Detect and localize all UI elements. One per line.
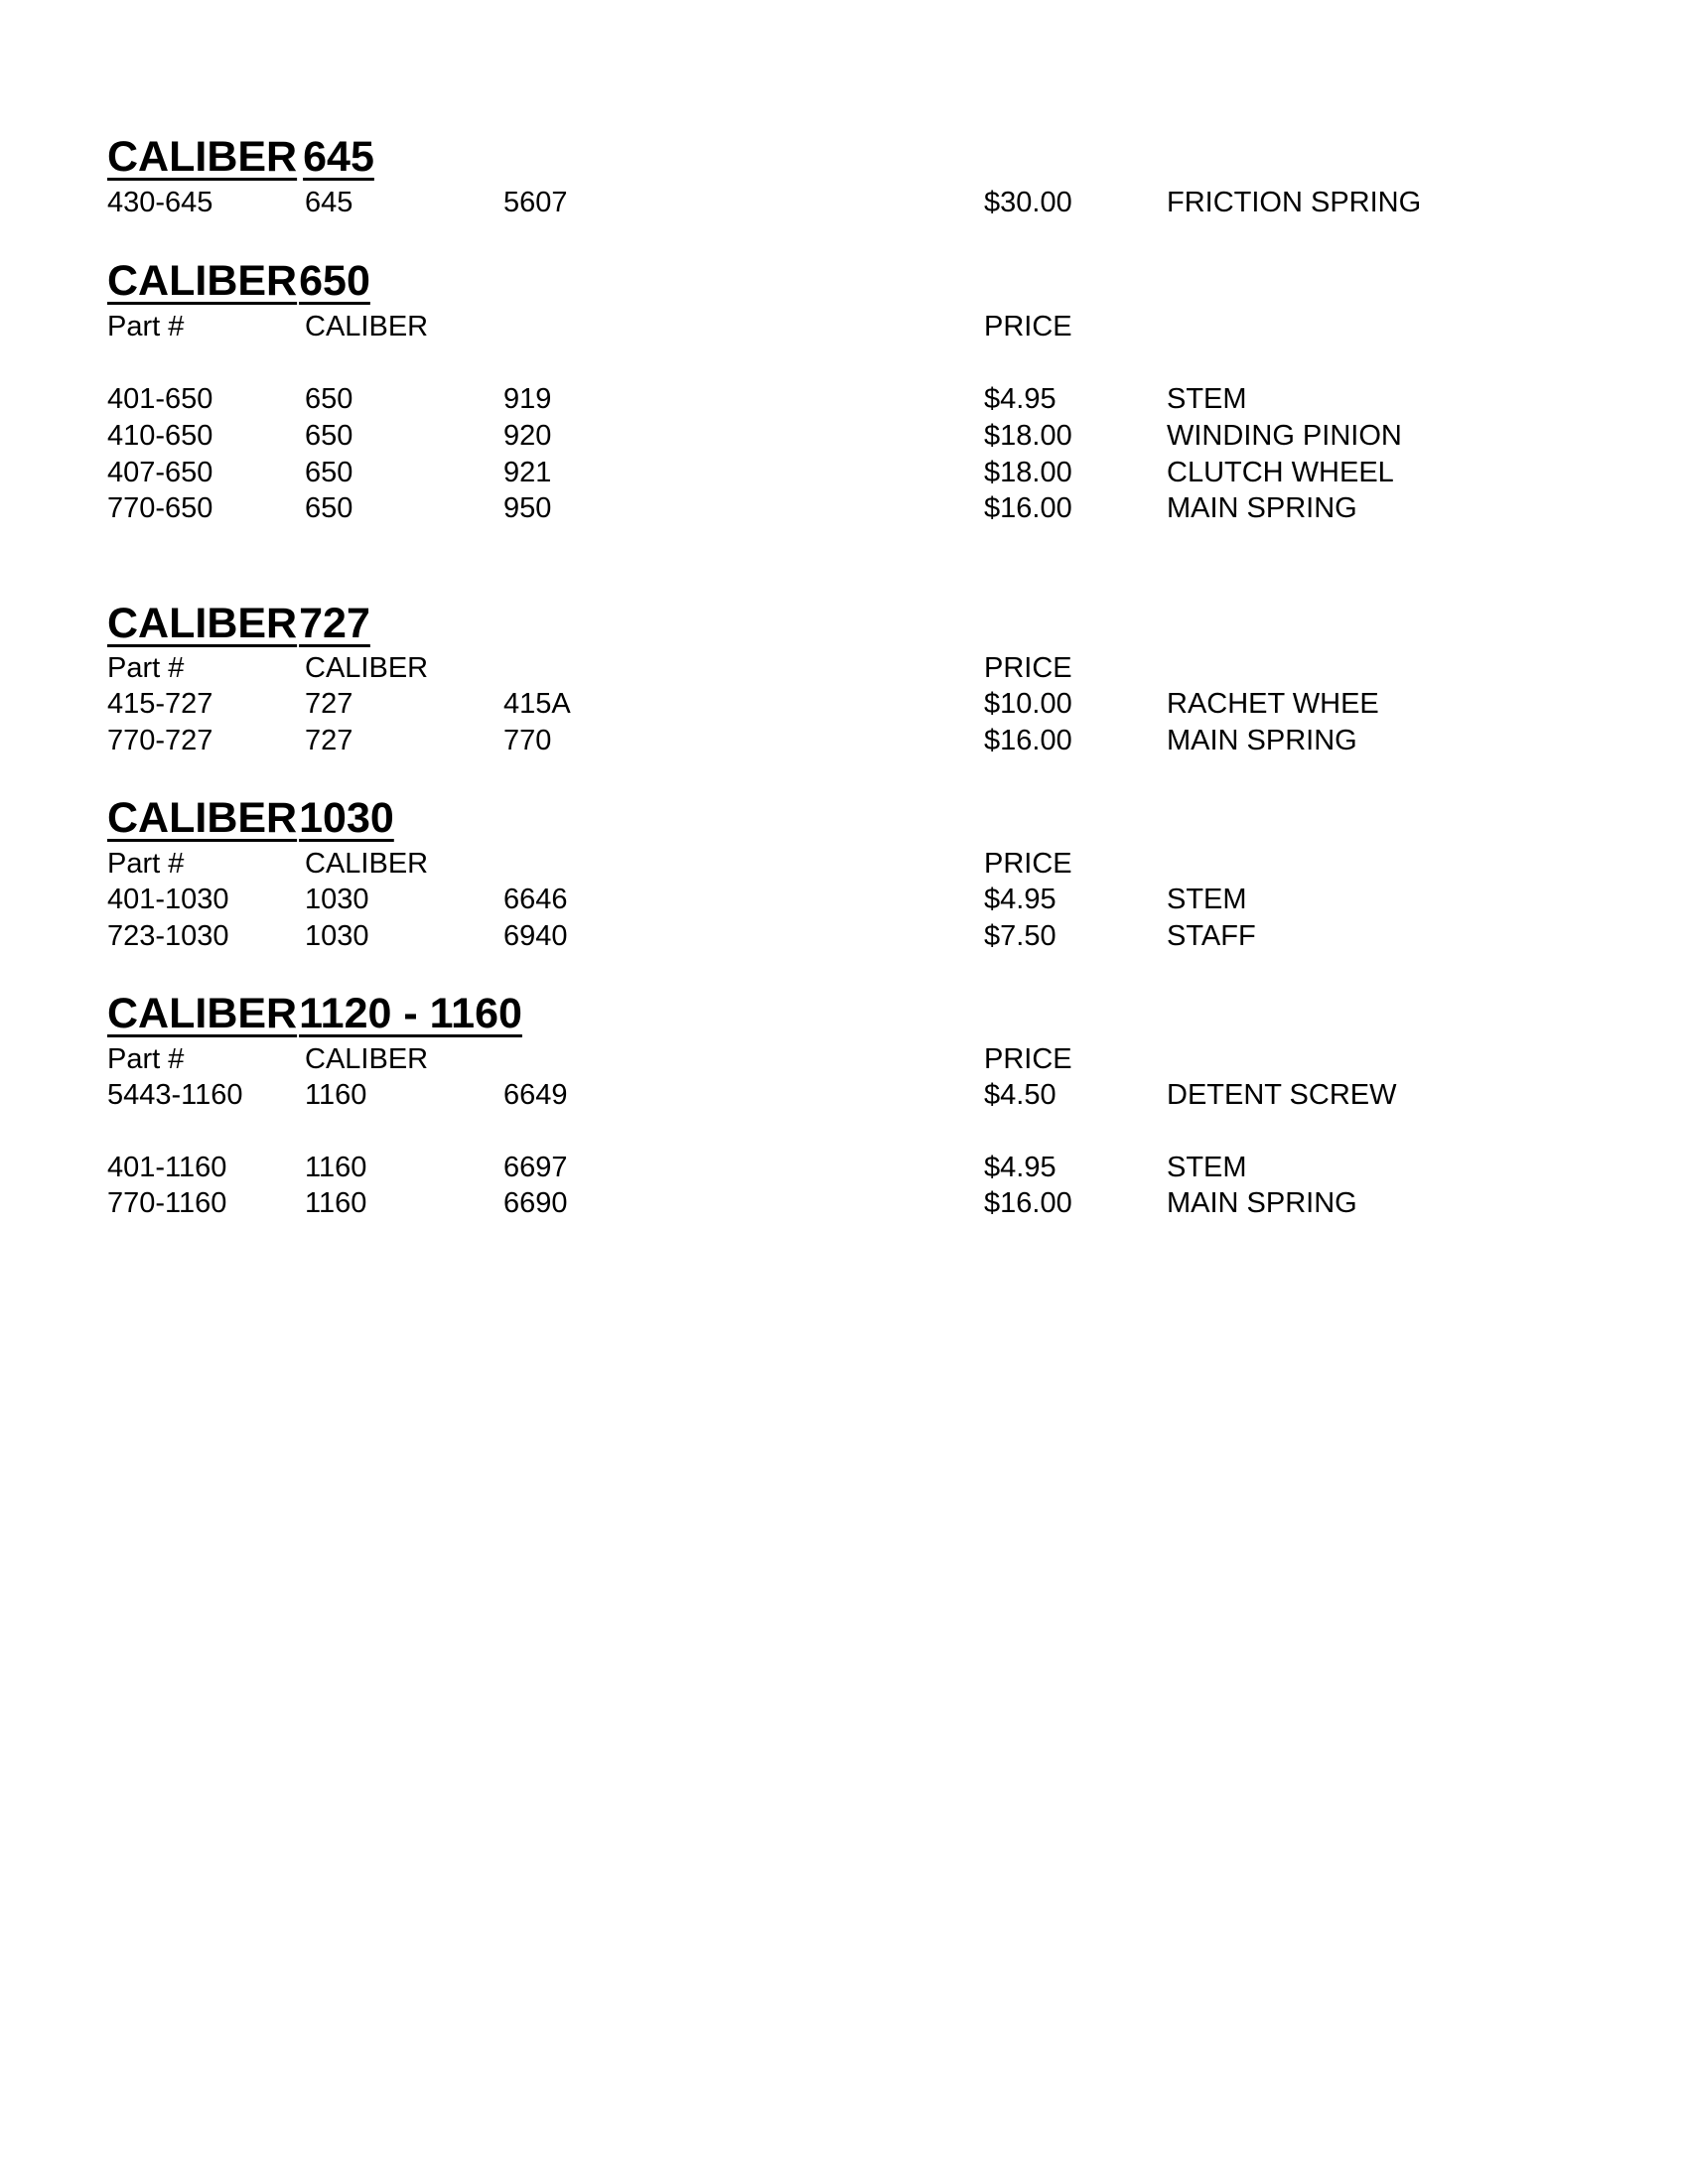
table-row [0,1078,1688,1112]
price-value: $18.00 [984,420,1072,452]
part-number: 770-1160 [107,1187,227,1219]
part-description: CLUTCH WHEEL [1167,457,1394,488]
reference-number: 5607 [503,187,568,218]
table-row [0,186,1688,219]
reference-number: 6940 [503,920,568,952]
header-price: PRICE [984,1043,1072,1075]
reference-number: 415A [503,688,571,720]
heading-word: CALIBER [107,794,298,842]
section-heading-1120-1160 [107,990,522,1037]
caliber-value: 727 [305,725,353,756]
caliber-value: 1160 [305,1187,367,1219]
header-caliber: CALIBER [305,1043,429,1075]
part-number: 723-1030 [107,920,229,952]
heading-word: CALIBER [107,990,298,1037]
price-value: $18.00 [984,457,1072,488]
caliber-value: 645 [305,187,353,218]
price-value: $4.95 [984,884,1056,915]
part-description: STEM [1167,884,1247,915]
part-number: 770-650 [107,492,213,524]
header-price: PRICE [984,848,1072,880]
table-row [0,687,1688,721]
part-description: STAFF [1167,920,1256,952]
table-row [0,919,1688,953]
caliber-value: 1160 [305,1152,367,1183]
heading-word: CALIBER [107,600,298,647]
table-row [0,1186,1688,1220]
header-caliber: CALIBER [305,652,429,684]
header-price: PRICE [984,311,1072,342]
table-row [0,456,1688,489]
header-caliber: CALIBER [305,848,429,880]
reference-number: 6690 [503,1187,568,1219]
column-header-row [0,847,1688,881]
part-number: 5443-1160 [107,1079,243,1111]
caliber-value: 650 [305,383,353,415]
reference-number: 770 [503,725,552,756]
part-description: STEM [1167,383,1247,415]
reference-number: 6649 [503,1079,568,1111]
table-row [0,419,1688,453]
reference-number: 921 [503,457,552,488]
part-description: MAIN SPRING [1167,492,1357,524]
part-description: MAIN SPRING [1167,725,1357,756]
part-number: 415-727 [107,688,213,720]
section-heading-645 [107,133,374,181]
heading-number: 727 [299,600,370,647]
caliber-value: 650 [305,492,353,524]
caliber-value: 650 [305,457,353,488]
table-row [0,724,1688,757]
caliber-value: 1160 [305,1079,367,1111]
heading-word: CALIBER [107,257,298,305]
column-header-row [0,310,1688,343]
heading-number: 645 [303,133,374,181]
reference-number: 6697 [503,1152,568,1183]
caliber-value: 1030 [305,884,369,915]
part-description: WINDING PINION [1167,420,1402,452]
price-value: $16.00 [984,1187,1072,1219]
reference-number: 6646 [503,884,568,915]
section-heading-727 [107,600,370,647]
table-row [0,382,1688,416]
table-row [0,883,1688,916]
price-value: $7.50 [984,920,1056,952]
part-description: MAIN SPRING [1167,1187,1357,1219]
part-number: 407-650 [107,457,213,488]
reference-number: 919 [503,383,552,415]
header-part: Part # [107,848,185,880]
caliber-value: 650 [305,420,353,452]
part-number: 401-1160 [107,1152,227,1183]
price-value: $16.00 [984,492,1072,524]
reference-number: 920 [503,420,552,452]
heading-word: CALIBER [107,133,298,181]
section-heading-650 [107,257,370,305]
header-part: Part # [107,652,185,684]
price-value: $16.00 [984,725,1072,756]
part-number: 401-1030 [107,884,229,915]
price-value: $4.50 [984,1079,1056,1111]
part-description: DETENT SCREW [1167,1079,1397,1111]
table-row [0,1151,1688,1184]
heading-number: 1120 - 1160 [299,990,522,1037]
header-part: Part # [107,311,185,342]
header-price: PRICE [984,652,1072,684]
price-value: $4.95 [984,383,1056,415]
part-description: FRICTION SPRING [1167,187,1422,218]
heading-number: 650 [299,257,370,305]
column-header-row [0,1042,1688,1076]
part-number: 430-645 [107,187,213,218]
part-number: 410-650 [107,420,213,452]
caliber-value: 1030 [305,920,369,952]
price-value: $10.00 [984,688,1072,720]
caliber-value: 727 [305,688,353,720]
header-part: Part # [107,1043,185,1075]
heading-number: 1030 [299,794,394,842]
table-row [0,491,1688,525]
part-number: 401-650 [107,383,213,415]
section-heading-1030 [107,794,394,842]
header-caliber: CALIBER [305,311,429,342]
part-number: 770-727 [107,725,213,756]
column-header-row [0,651,1688,685]
price-value: $30.00 [984,187,1072,218]
price-value: $4.95 [984,1152,1056,1183]
part-description: RACHET WHEE [1167,688,1379,720]
reference-number: 950 [503,492,552,524]
part-description: STEM [1167,1152,1247,1183]
